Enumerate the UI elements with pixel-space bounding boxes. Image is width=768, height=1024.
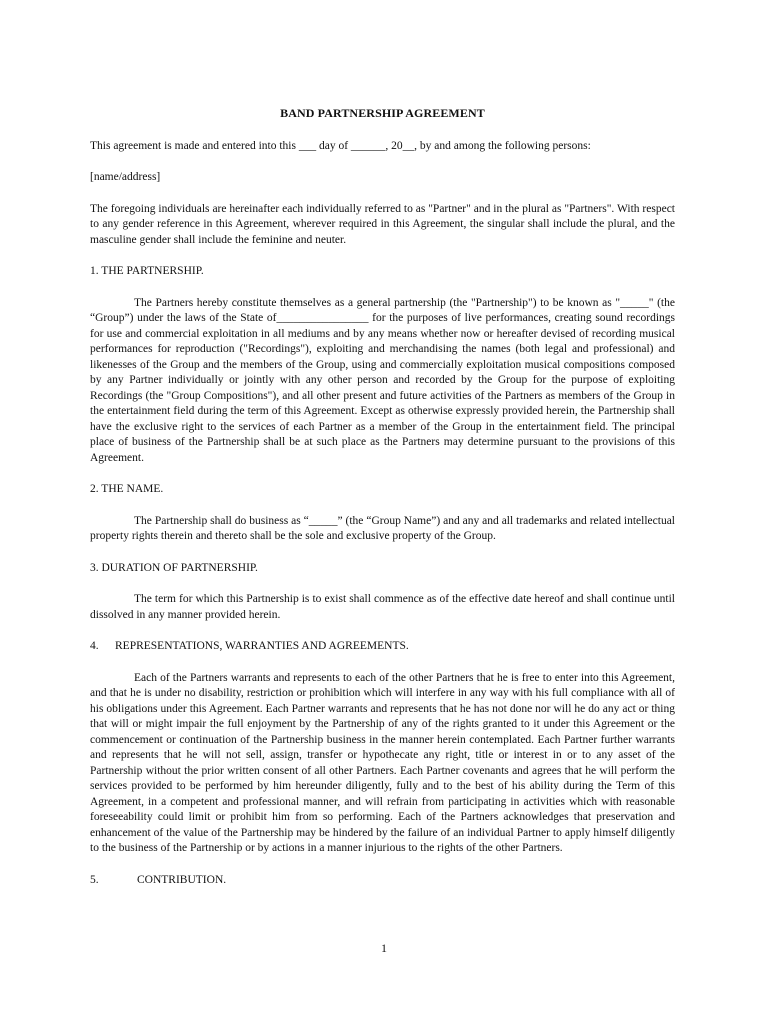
section-4-number: 4. — [90, 640, 99, 652]
intro-paragraph: This agreement is made and entered into this ___ day of ______, 20__, by and among the following persons: — [90, 139, 591, 152]
section-4-heading — [90, 639, 675, 655]
section-5-label: CONTRIBUTION. — [137, 873, 227, 886]
section-1-body: The Partners hereby constitute themselves as a general partnership (the "Partnership") to be known as "_____" (the “Group”) under the laws of the State of________________ for the purposes of live performances, creating sound recordings for use and commercial exploitation in all mediums and by any means whether now or hereafter devised of recording musical performances for reproduction ("Recordings"), exploiting and merchandising the names (both legal and professional) and likenesses of the Group and the members of the Group, using and commercially exploitation musical compositions composed by any Partner individually or jointly with any other person and recorded by the Group for the purpose of exploiting Recordings (the "Group Compositions"), and all other present and future activities of the Partners as members of the Group in the entertainment field during the term of this Agreement. Except as otherwise expressly provided herein, the Partnership shall have the exclusive right to the services of each Partner as a member of the Group in the entertainment field. The principal place of business of the Partnership shall be at such place as the Partners may determine pursuant to the provisions of this Agreement. — [90, 296, 675, 464]
section-2-body: The Partnership shall do business as “_____” (the “Group Name”) and any and all trademarks and related intellectual property rights therein and thereto shall be the sole and exclusive property of the Group. — [90, 514, 675, 542]
section-1-heading: 1. THE PARTNERSHIP. — [90, 265, 204, 277]
name-address-placeholder: [name/address] — [90, 171, 161, 183]
section-4-label: REPRESENTATIONS, WARRANTIES AND AGREEMENTS. — [115, 640, 409, 652]
section-4-body: Each of the Partners warrants and represents to each of the other Partners that he is free to enter into this Agreement, and that he is under no disability, restriction or prohibition which will interfere in any way with his full compliance with all of his obligations under this Agreement. Each Partner warrants and represents that he has not done nor will he do any act or thing that will or might impair the full enjoyment by the Partnership of any of the rights granted to it under this Agreement or the commencement or continuation of the Partnership business in the manner herein contemplated. Each Partner further warrants and represents that he will not sell, assign, transfer or hypothecate any right, title or interest in or to any asset of the Partnership without the prior written consent of all other Partners. Each Partner covenants and agrees that he will perform the services provided to be performed by him hereunder diligently, fully and to the best of his ability during the Term of this Agreement, in a competent and professional manner, and will refrain from participating in activities which with reasonable foreseeability could limit or prohibit him from so performing. Each of the Partners acknowledges that preservation and enhancement of the value of the Partnership may be hindered by the failure of an individual Partner to apply himself diligently to the business of the Partnership or by actions in a manner injurious to the rights of the other Partners. — [90, 671, 675, 854]
section-5-number: 5. — [90, 873, 99, 886]
section-3-body: The term for which this Partnership is to exist shall commence as of the effective date hereof and shall continue until dissolved in any manner provided herein. — [90, 593, 675, 621]
section-5-heading — [90, 873, 675, 889]
document-title: BAND PARTNERSHIP AGREEMENT — [280, 106, 485, 120]
section-2-heading: 2. THE NAME. — [90, 483, 164, 495]
foregoing-paragraph: The foregoing individuals are hereinafter each individually referred to as "Partner" and in the plural as "Partners". With respect to any gender reference in this Agreement, wherever required in this Agreement, the singular shall include the plural, and the masculine gender shall include the feminine and neuter. — [90, 202, 675, 246]
section-3-heading: 3. DURATION OF PARTNERSHIP. — [90, 561, 258, 574]
page-number: 1 — [381, 941, 387, 955]
document-page — [90, 106, 675, 904]
